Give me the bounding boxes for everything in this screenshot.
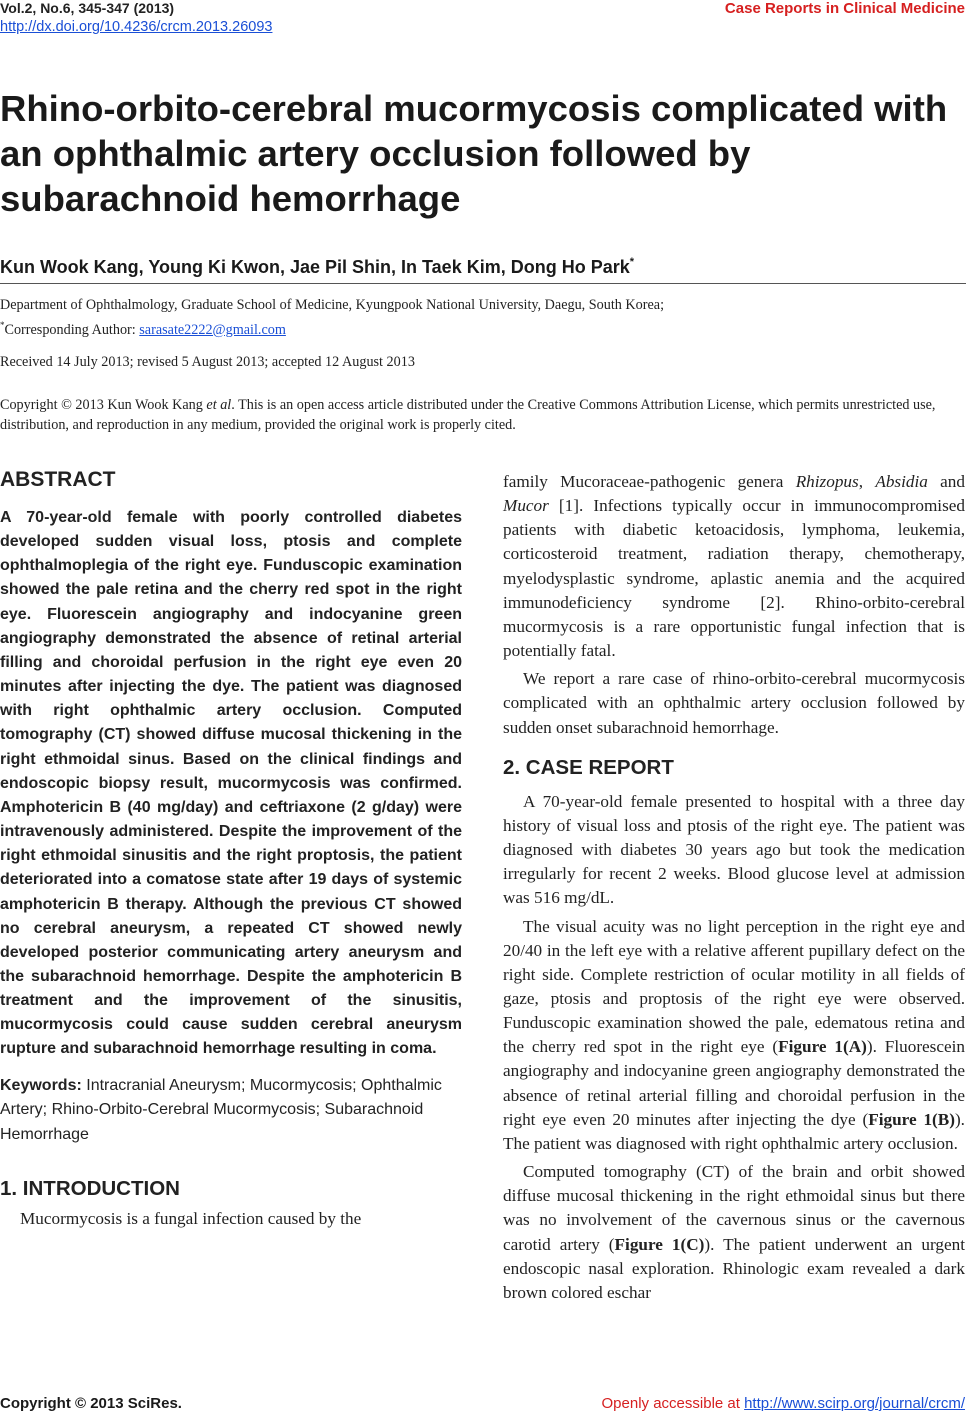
author-list	[0, 256, 634, 278]
corresponding-email-link[interactable]: sarasate2222@gmail.com	[139, 321, 286, 338]
copyright-etal: et al	[206, 397, 232, 413]
intro-text-a: family Mucoraceae-pathogenic genera	[503, 472, 796, 491]
footer-open-label: Openly accessible at	[601, 1395, 745, 1412]
abstract-text: A 70-year-old female with poorly controlled diabetes developed sudden visual loss, ptosis and complete ophthalmoplegia of the right eye. Funduscopic examination showed the pale retina and the cherry red spot in the right eye. Fluorescein angiography and indocyanine green angiography demonstrated the absence of retinal arterial filling and choroidal perfusion in the right eye even 20 minutes after injecting the dye. The patient was diagnosed with right ophthalmic artery occlusion. Computed tomography (CT) showed diffuse mucosal thickening in the right ethmoidal sinus. Based on the clinical findings and endoscopic biopsy result, mucormycosis was confirmed. Amphotericin B (40 mg/day) and ceftriaxone (2 g/day) were intravenously administered. Despite the improvement of the right ethmoidal sinusitis and the right proptosis, the patient deteriorated into a comatose state after 19 days of systemic amphotericin B therapy. Although the previous CT showed no cerebral aneurysm, a repeated CT showed newly developed posterior communicating artery aneurysm and the subarachnoid hemorrhage. Despite the amphotericin B treatment and the improvement of the sinusitis, mucormycosis could cause sudden cerebral aneurysm rupture and subarachnoid hemorrhage resulting in coma.	[0, 509, 462, 1058]
article-title: Rhino-orbito-cerebral mucormycosis complicated with an ophthalmic artery occlusion followed by subarachnoid hemorrhage	[0, 88, 948, 219]
keywords	[0, 1074, 462, 1148]
copyright-post: . This is an open access article distributed under the Creative Commons Attribution License, which permits unrestricted use, distribution, and reproduction in any medium, provided the original work is properly cited.	[0, 397, 936, 433]
case-p3-b: ). The patient underwent an urgent endoscopic nasal exploration. Rhinologic exam revealed a dark brown colored eschar	[503, 1234, 965, 1302]
case-paragraph-2	[503, 915, 965, 1157]
genus-rhizopus: Rhizopus	[795, 472, 859, 491]
case-p2-b: ). Fluorescein angiography and indocyanine green angiography demonstrated the absence of retinal arterial filling and choroidal perfusion in the right eye even 20 minutes after injecting the dye (	[503, 1037, 965, 1129]
figure-ref-1c: Figure 1(C)	[614, 1234, 705, 1254]
case-p3-a: Computed tomography (CT) of the brain and orbit showed diffuse mucosal thickening in the right ethmoidal sinus but there was no involvement of the cavernous sinus or the cavernous carotid artery (	[503, 1162, 965, 1254]
author-names: Kun Wook Kang, Young Ki Kwon, Jae Pil Shin, In Taek Kim, Dong Ho Park	[0, 257, 630, 277]
case-paragraph-1: A 70-year-old female presented to hospital with a three day history of visual loss and ptosis of the right eye. The patient was diagnosed with diabetes 30 years ago but took the medication irregularly for recent 2 weeks. Blood glucose level at admission was 516 mg/dL.	[503, 791, 965, 908]
corresponding-author	[0, 316, 966, 341]
genus-mucor: Mucor	[503, 496, 549, 516]
genus-and: and	[927, 472, 965, 491]
copyright-pre: Copyright © 2013 Kun Wook Kang	[0, 397, 207, 413]
keywords-list: Intracranial Aneurysm; Mucormycosis; Ophthalmic Artery; Rhino-Orbito-Cerebral Mucormycosis; Subarachnoid Hemorrhage	[0, 1076, 442, 1143]
abstract-heading: ABSTRACT	[0, 468, 116, 491]
case-p2-c: ). The patient was diagnosed with right ophthalmic artery occlusion.	[503, 1109, 965, 1153]
copyright-notice	[0, 395, 966, 435]
case-heading: 2. CASE REPORT	[503, 755, 674, 779]
genus-absidia: Absidia	[875, 472, 928, 491]
figure-ref-1a: Figure 1(A)	[778, 1037, 867, 1057]
intro-paragraph-2: We report a rare case of rhino-orbito-cerebral mucormycosis complicated with an ophthalmic artery occlusion followed by sudden onset subarachnoid hemorrhage.	[503, 669, 965, 737]
footer-copyright: Copyright © 2013 SciRes.	[0, 1395, 182, 1412]
title-divider	[0, 283, 966, 284]
left-column	[0, 468, 462, 1231]
corresponding-mark: *	[629, 256, 635, 268]
intro-paragraph-continued	[503, 470, 965, 663]
intro-heading: 1. INTRODUCTION	[0, 1177, 180, 1201]
affiliation-block	[0, 296, 966, 340]
corresponding-asterisk: *	[0, 319, 5, 330]
footer-access	[602, 1395, 965, 1412]
received-dates: Received 14 July 2013; revised 5 August 2013; accepted 12 August 2013	[0, 354, 415, 370]
doi-link[interactable]: http://dx.doi.org/10.4236/crcm.2013.26093	[0, 19, 273, 35]
footer-journal-link[interactable]: http://www.scirp.org/journal/crcm/	[744, 1395, 965, 1412]
case-paragraph-3	[503, 1160, 965, 1305]
case-p2-a: The visual acuity was no light perception in the right eye and 20/40 in the left eye with a relative afferent pupillary defect on the right side. Complete restriction of ocular motility in all fields of gaze, ptosis and proptosis of the right eye were observed. Funduscopic examination showed the pale, edematous retina and the cherry red spot in the right eye (	[503, 916, 965, 1057]
journal-volume: Vol.2, No.6, 345-347 (2013)	[0, 0, 175, 16]
journal-name: Case Reports in Clinical Medicine	[724, 0, 965, 17]
intro-paragraph-start: Mucormycosis is a fungal infection caused by the	[20, 1209, 362, 1229]
genus-separator: ,	[858, 472, 876, 491]
affiliation: Department of Ophthalmology, Graduate School of Medicine, Kyungpook National University, Daegu, South Korea;	[0, 297, 665, 313]
keywords-label: Keywords:	[0, 1076, 82, 1094]
intro-text-b: [1]. Infections typically occur in immunocompromised patients with diabetic ketoacidosis, lymphoma, leukemia, corticosteroid treatment, radiation therapy, chemotherapy, myelodysplastic syndrome, aplastic anemia and the acquired immunodeficiency syndrome [2]. Rhino-orbito-cerebral mucormycosis is a rare opportunistic fungal infection that is potentially fatal.	[503, 496, 965, 661]
right-column	[503, 470, 965, 1305]
corresponding-label: Corresponding Author:	[4, 321, 140, 338]
figure-ref-1b: Figure 1(B)	[868, 1109, 955, 1129]
